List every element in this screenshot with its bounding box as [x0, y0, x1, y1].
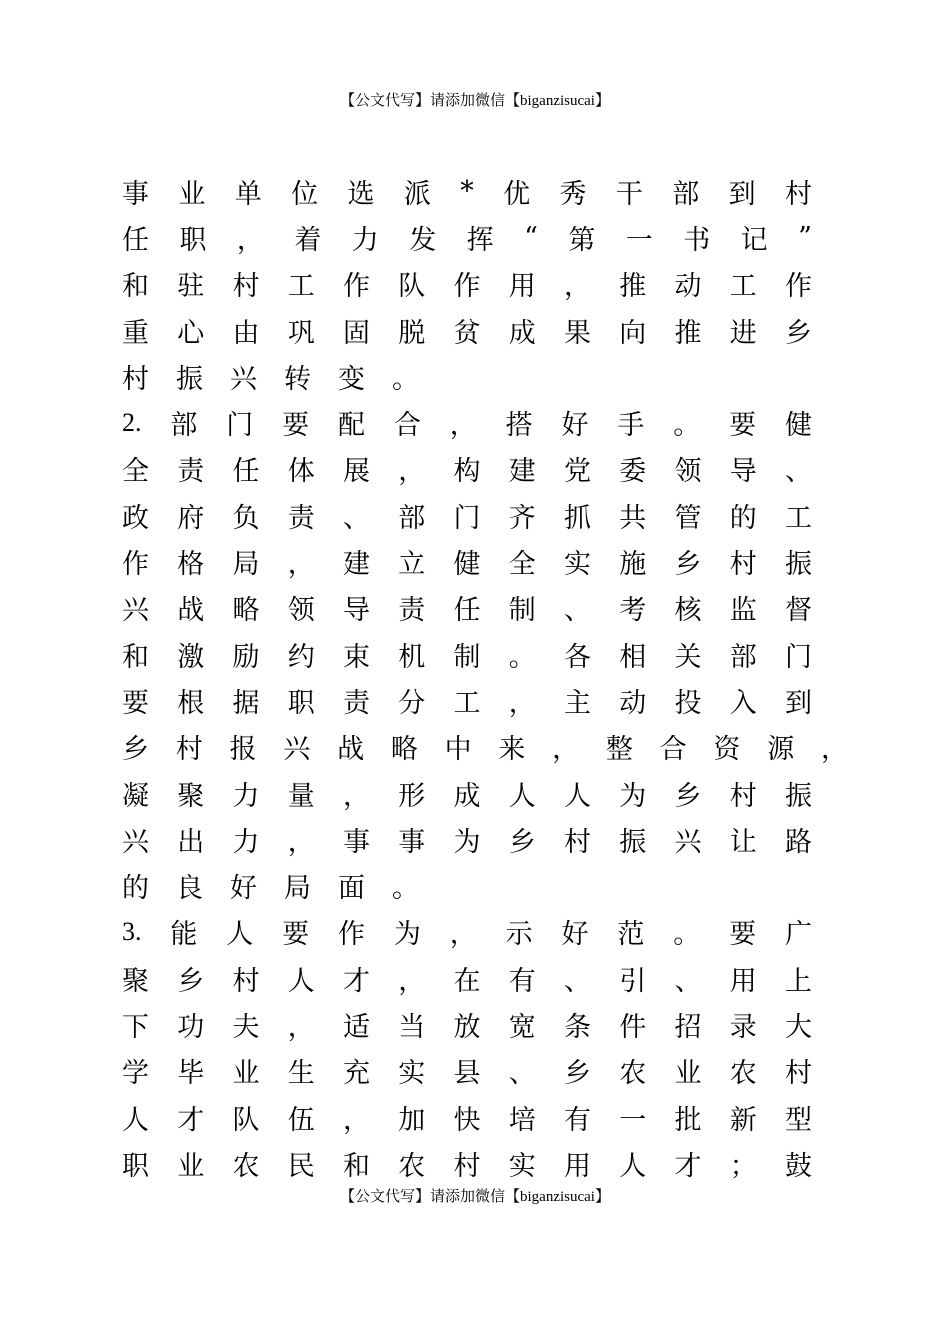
- text-line: 下 功 夫 ， 适 当 放 宽 条 件 招 录 大: [122, 1011, 812, 1043]
- text-line: 兴 出 力 ， 事 事 为 乡 村 振 兴 让 路: [122, 826, 812, 858]
- text-line: 兴 战 略 领 导 责 任 制 、 考 核 监 督: [122, 595, 812, 627]
- text-line: 人 才 队 伍 ， 加 快 培 有 一 批 新 型: [122, 1104, 812, 1136]
- page-header-watermark: 【公文代写】请添加微信【biganzisucai】: [340, 93, 610, 109]
- text-line: 凝 聚 力 量 ， 形 成 人 人 为 乡 村 振: [122, 780, 812, 812]
- text-line: 聚 乡 村 人 才 ， 在 有 、 引 、 用 上: [122, 965, 812, 997]
- text-line: 村 振 兴 转 变 。: [122, 363, 419, 395]
- text-line: 2. 部 门 要 配 合 ， 搭 好 手 。 要 健: [122, 407, 812, 442]
- text-line: 重 心 由 巩 固 脱 贫 成 果 向 推 进 乡: [122, 317, 812, 349]
- text-line: 职 业 农 民 和 农 村 实 用 人 才 ； 鼓: [122, 1150, 812, 1182]
- text-line: 事 业 单 位 选 派 * 优 秀 干 部 到 村: [122, 175, 812, 210]
- text-line: 作 格 局 ， 建 立 健 全 实 施 乡 村 振: [122, 549, 812, 581]
- text-line: 政 府 负 责 、 部 门 齐 抓 共 管 的 工: [122, 502, 812, 534]
- text-line: 3. 能 人 要 作 为 ， 示 好 范 。 要 广: [122, 916, 812, 951]
- text-line: 的 良 好 局 面 。: [122, 873, 419, 905]
- text-line: 乡 村 报 兴 战 略 中 来 ， 整 合 资 源 ，: [122, 734, 848, 766]
- text-line: 要 根 据 职 责 分 工 ， 主 动 投 入 到: [122, 687, 812, 719]
- text-line: 全 责 任 体 展 ， 构 建 党 委 领 导 、: [122, 456, 812, 488]
- document-body: [122, 168, 848, 1187]
- text-line: 和 激 励 约 束 机 制 。 各 相 关 部 门: [122, 641, 812, 673]
- page-footer-watermark: 【公文代写】请添加微信【biganzisucai】: [340, 1189, 610, 1205]
- text-line: 学 毕 业 生 充 实 县 、 乡 农 业 农 村: [122, 1058, 812, 1090]
- text-line: 任 职 ， 着 力 发 挥 “ 第 一 书 记 ”: [122, 221, 812, 256]
- text-line: 和 驻 村 工 作 队 作 用 ， 推 动 工 作: [122, 271, 812, 303]
